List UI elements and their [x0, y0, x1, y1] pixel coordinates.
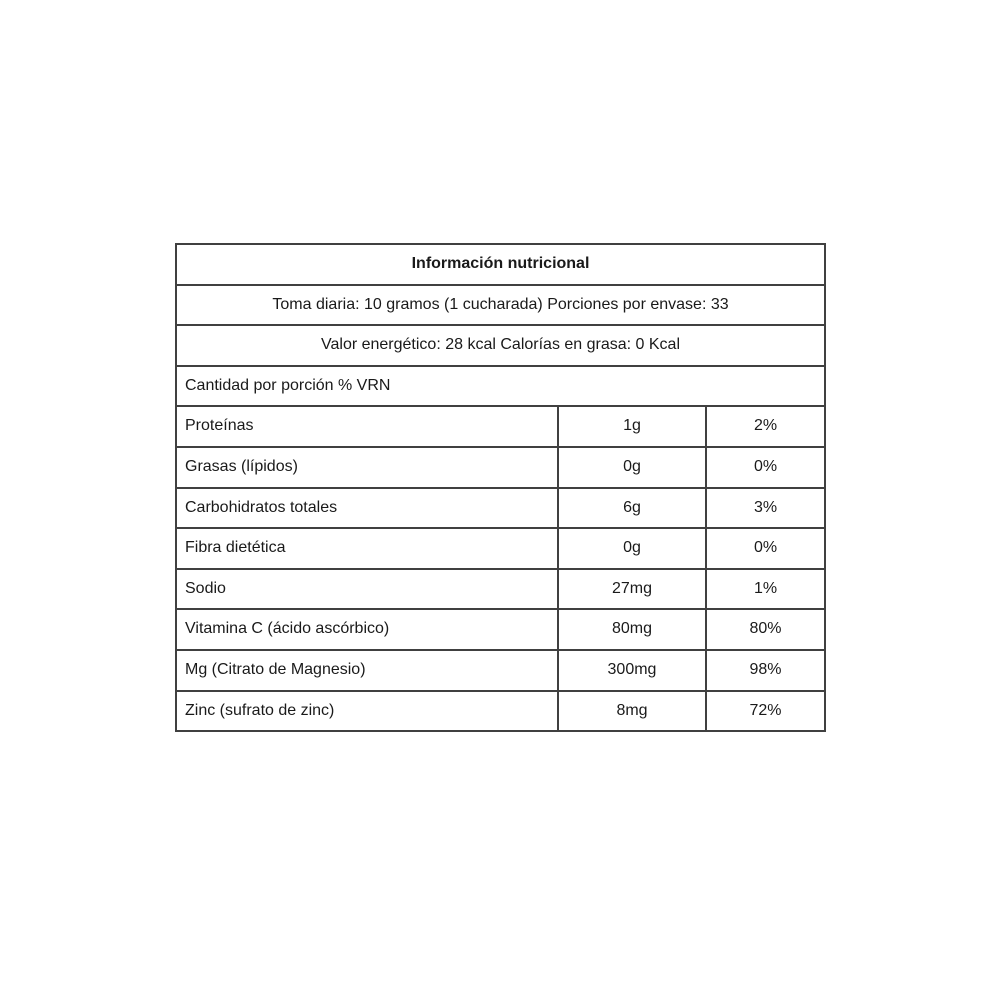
table-row-energy	[176, 325, 825, 366]
vrn-value: 72%	[706, 691, 825, 732]
table-row	[176, 609, 825, 650]
amount-value: 80mg	[558, 609, 706, 650]
columns-header: Cantidad por porción % VRN	[176, 366, 825, 407]
vrn-value: 3%	[706, 488, 825, 529]
table-row-serving	[176, 285, 825, 326]
table-row	[176, 691, 825, 732]
amount-value: 1g	[558, 406, 706, 447]
nutrient-label: Proteínas	[176, 406, 558, 447]
nutrient-label: Sodio	[176, 569, 558, 610]
vrn-value: 0%	[706, 528, 825, 569]
amount-value: 27mg	[558, 569, 706, 610]
table-row-columns-header	[176, 366, 825, 407]
amount-value: 0g	[558, 447, 706, 488]
table-row	[176, 488, 825, 529]
nutrient-label: Carbohidratos totales	[176, 488, 558, 529]
amount-value: 300mg	[558, 650, 706, 691]
amount-value: 0g	[558, 528, 706, 569]
amount-value: 8mg	[558, 691, 706, 732]
vrn-value: 1%	[706, 569, 825, 610]
table-row	[176, 447, 825, 488]
vrn-value: 80%	[706, 609, 825, 650]
nutrient-label: Fibra dietética	[176, 528, 558, 569]
vrn-value: 0%	[706, 447, 825, 488]
vrn-value: 98%	[706, 650, 825, 691]
serving-info: Toma diaria: 10 gramos (1 cucharada) Porciones por envase: 33	[176, 285, 825, 326]
table-title: Información nutricional	[176, 244, 825, 285]
nutrient-label: Vitamina C (ácido ascórbico)	[176, 609, 558, 650]
nutrient-label: Mg (Citrato de Magnesio)	[176, 650, 558, 691]
table-row-title	[176, 244, 825, 285]
table-row	[176, 406, 825, 447]
nutrition-facts-table	[175, 243, 826, 732]
table-row	[176, 569, 825, 610]
nutrient-label: Zinc (sufrato de zinc)	[176, 691, 558, 732]
amount-value: 6g	[558, 488, 706, 529]
table-row	[176, 528, 825, 569]
energy-info: Valor energético: 28 kcal Calorías en grasa: 0 Kcal	[176, 325, 825, 366]
table-row	[176, 650, 825, 691]
vrn-value: 2%	[706, 406, 825, 447]
nutrient-label: Grasas (lípidos)	[176, 447, 558, 488]
